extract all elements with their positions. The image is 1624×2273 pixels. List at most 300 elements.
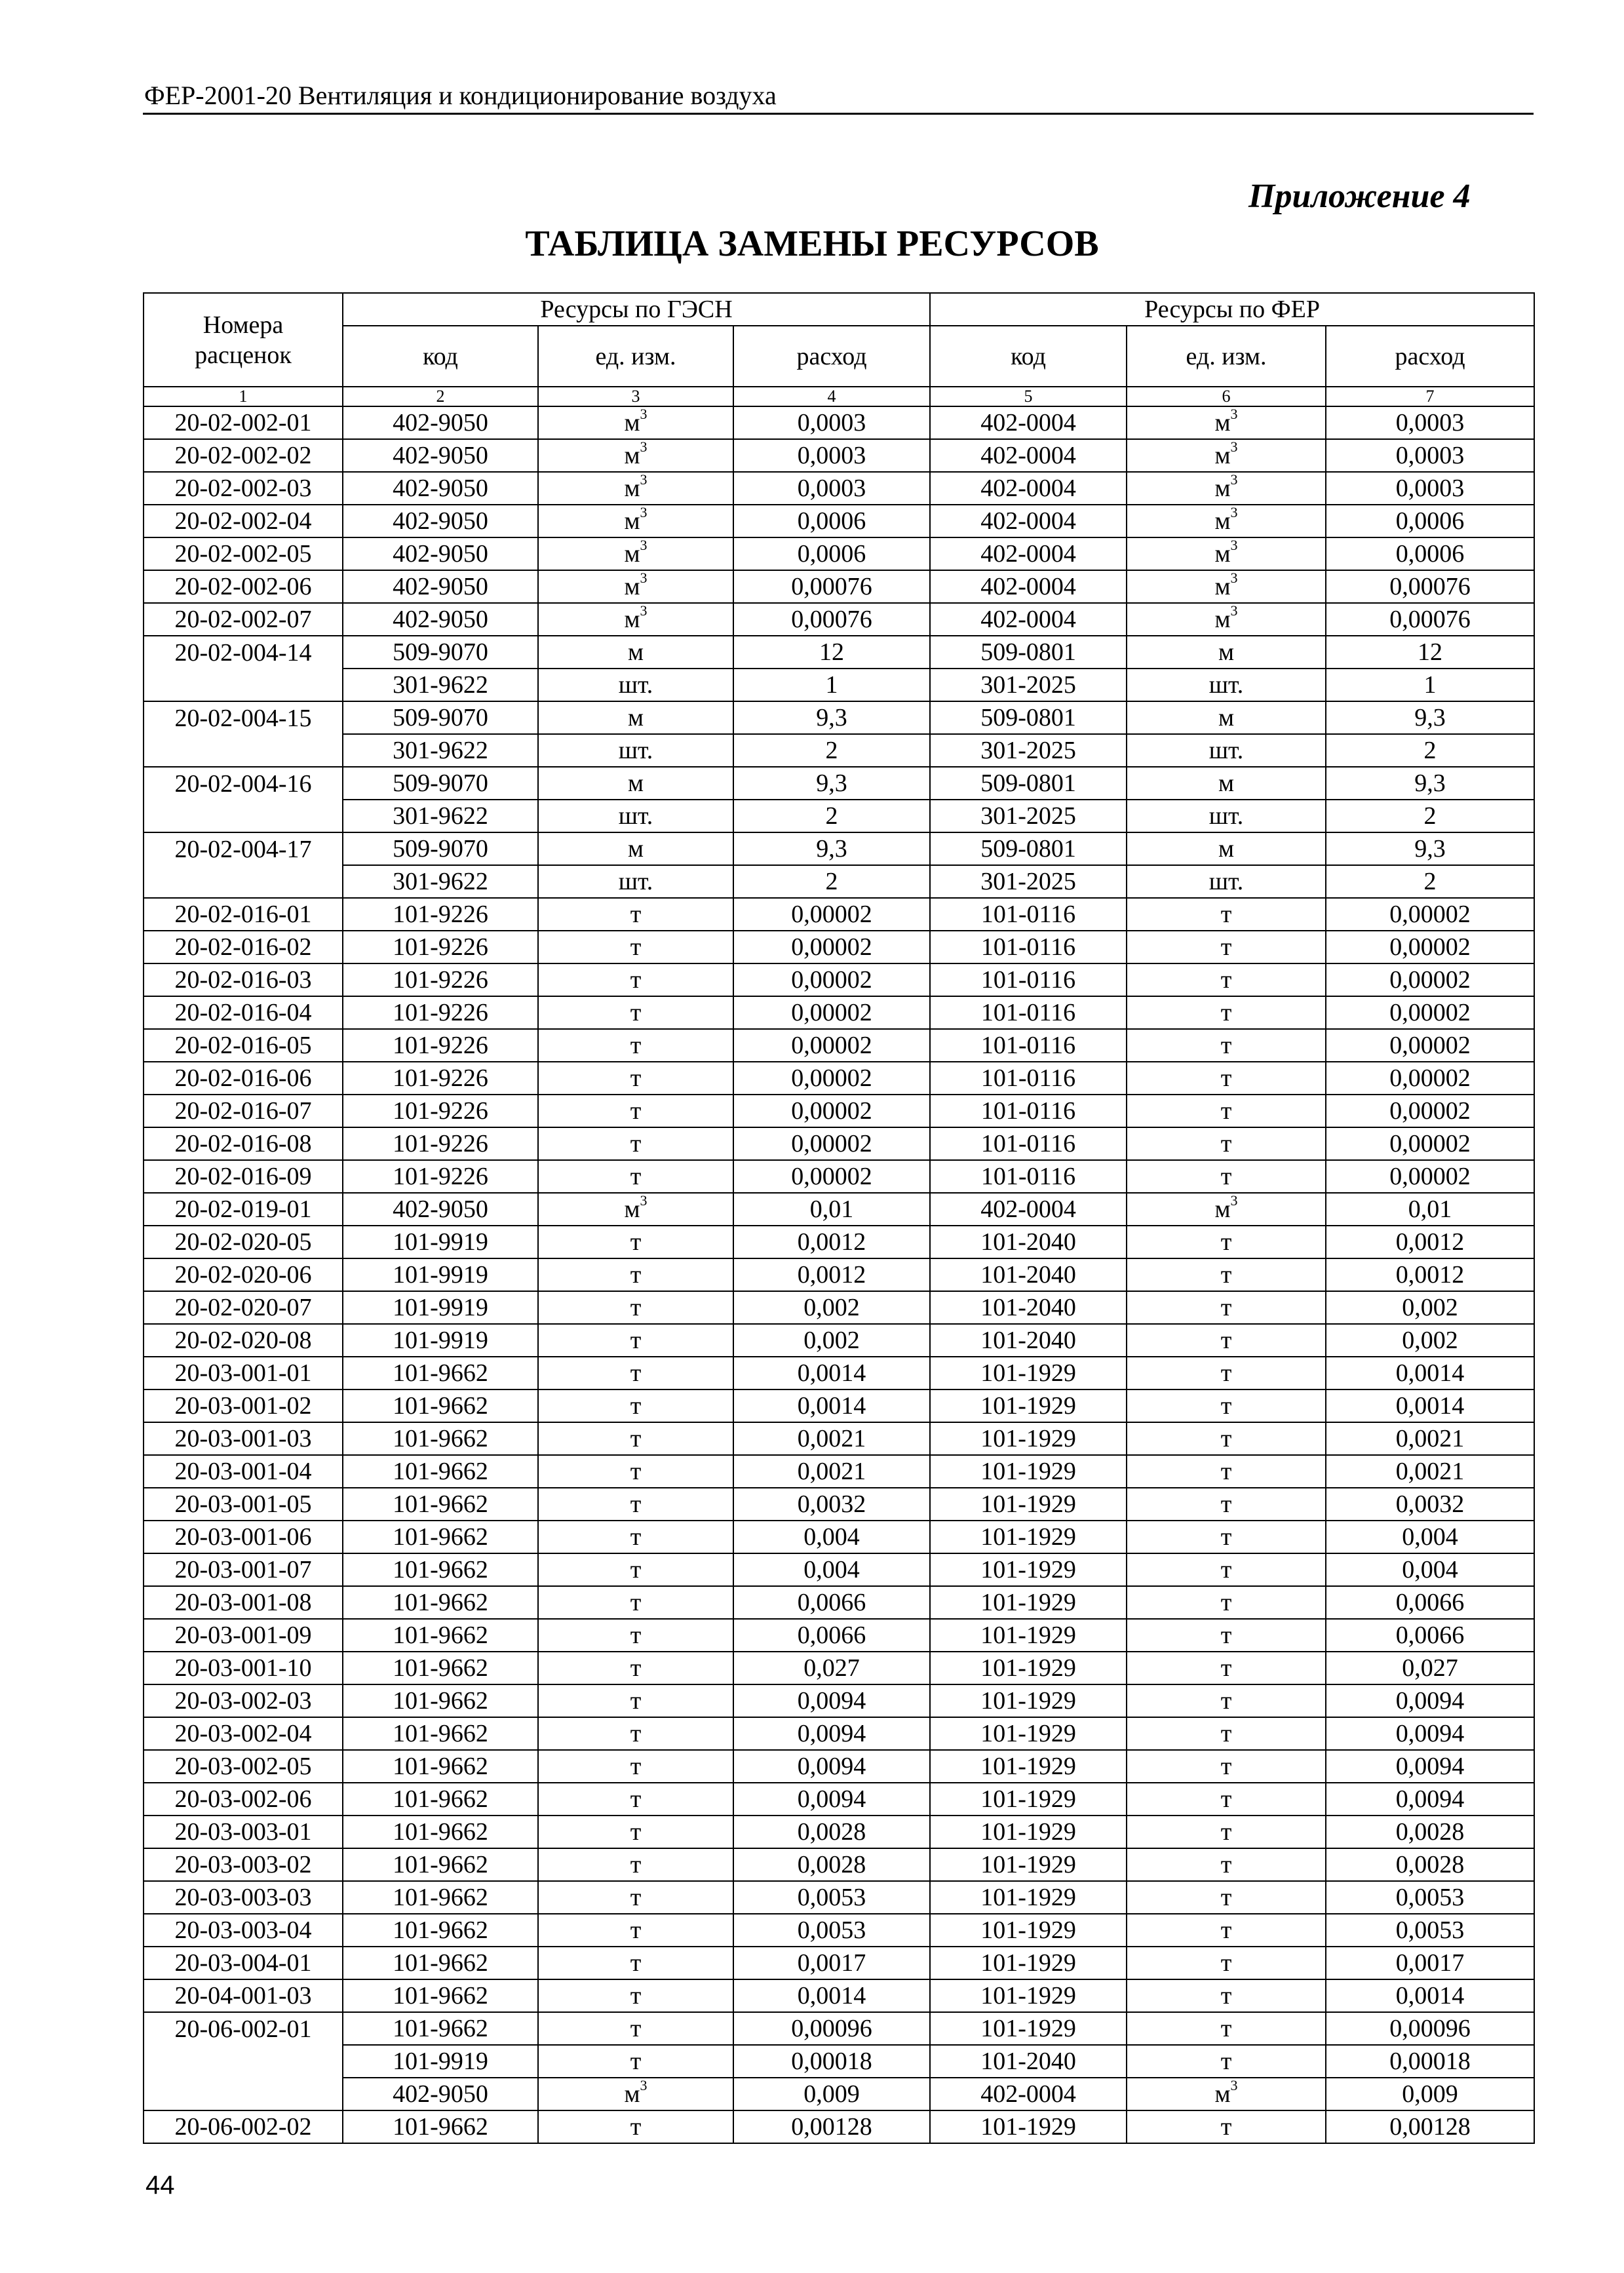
rate-number-cell: 20-02-004-14	[144, 636, 343, 669]
fer-unit-cell: $м^3$	[1127, 537, 1326, 570]
rate-number-cell	[144, 2078, 343, 2110]
gesn-unit-cell: т	[538, 2110, 733, 2143]
table-row	[144, 1324, 1534, 1357]
gesn-unit-cell: $м^3$	[538, 1193, 733, 1226]
fer-consumption-cell: 9,3	[1326, 701, 1534, 734]
gesn-consumption-cell: 2	[733, 800, 930, 832]
gesn-consumption-cell: 0,00002	[733, 931, 930, 963]
fer-code-cell: 101-0116	[930, 898, 1127, 931]
gesn-code-cell: 101-9662	[343, 1389, 538, 1422]
gesn-code-cell: 101-9662	[343, 2110, 538, 2143]
gesn-code-cell: 402-9050	[343, 472, 538, 505]
column-number: 7	[1326, 387, 1534, 406]
fer-code-cell: 101-1929	[930, 1684, 1127, 1717]
fer-consumption-cell: 0,00002	[1326, 931, 1534, 963]
fer-consumption-cell: 0,0053	[1326, 1914, 1534, 1947]
rate-number-cell: 20-03-001-10	[144, 1652, 343, 1684]
header-fer: Ресурсы по ФЕР	[930, 293, 1534, 326]
gesn-unit-cell: $м^3$	[538, 2078, 733, 2110]
table-row	[144, 1357, 1534, 1389]
fer-code-cell: 101-1929	[930, 1914, 1127, 1947]
table-row	[144, 996, 1534, 1029]
column-numbers-row	[144, 387, 1534, 406]
fer-unit-cell: т	[1127, 996, 1326, 1029]
gesn-unit-cell: т	[538, 963, 733, 996]
gesn-consumption-cell: 0,00002	[733, 898, 930, 931]
fer-consumption-cell: 9,3	[1326, 767, 1534, 800]
fer-code-cell: 101-1929	[930, 1816, 1127, 1848]
fer-consumption-cell: 0,004	[1326, 1553, 1534, 1586]
rate-number-cell: 20-06-002-01	[144, 2012, 343, 2045]
fer-code-cell: 101-1929	[930, 1357, 1127, 1389]
fer-code-cell: 301-2025	[930, 669, 1127, 701]
fer-code-cell: 101-0116	[930, 1095, 1127, 1127]
gesn-code-cell: 101-9662	[343, 1816, 538, 1848]
gesn-code-cell: 402-9050	[343, 505, 538, 537]
gesn-unit-cell: т	[538, 1357, 733, 1389]
page-header: ФЕР-2001-20 Вентиляция и кондиционирование воздуха	[144, 81, 777, 110]
gesn-consumption-cell: 0,004	[733, 1521, 930, 1553]
fer-unit-cell: т	[1127, 1521, 1326, 1553]
fer-unit-cell: т	[1127, 1291, 1326, 1324]
table-row	[144, 537, 1534, 570]
fer-code-cell: 101-1929	[930, 1652, 1127, 1684]
fer-consumption-cell: 0,0012	[1326, 1226, 1534, 1258]
table-row	[144, 1783, 1534, 1816]
table-row	[144, 2012, 1534, 2045]
rate-number-cell: 20-03-004-01	[144, 1947, 343, 1979]
gesn-consumption-cell: 0,0021	[733, 1455, 930, 1488]
table-row	[144, 2110, 1534, 2143]
fer-unit-cell: т	[1127, 2045, 1326, 2078]
fer-code-cell: 402-0004	[930, 570, 1127, 603]
table-row	[144, 1553, 1534, 1586]
gesn-consumption-cell: 0,00002	[733, 1127, 930, 1160]
rate-number-cell: 20-02-016-06	[144, 1062, 343, 1095]
fer-unit-cell: т	[1127, 1324, 1326, 1357]
rate-number-cell: 20-03-001-01	[144, 1357, 343, 1389]
fer-consumption-cell: 0,0021	[1326, 1455, 1534, 1488]
fer-unit-cell: т	[1127, 1127, 1326, 1160]
rate-number-cell: 20-02-016-02	[144, 931, 343, 963]
gesn-code-cell: 101-9662	[343, 1455, 538, 1488]
fer-consumption-cell: 0,00018	[1326, 2045, 1534, 2078]
cubic-superscript: 3	[1230, 2077, 1238, 2093]
fer-code-cell: 402-0004	[930, 537, 1127, 570]
rate-number-cell: 20-02-002-06	[144, 570, 343, 603]
fer-consumption-cell: 0,0006	[1326, 505, 1534, 537]
table-row	[144, 570, 1534, 603]
fer-unit-cell: т	[1127, 1750, 1326, 1783]
gesn-consumption-cell: 0,002	[733, 1324, 930, 1357]
fer-consumption-cell: 0,0003	[1326, 406, 1534, 439]
fer-consumption-cell: 0,0014	[1326, 1389, 1534, 1422]
gesn-consumption-cell: 0,0094	[733, 1717, 930, 1750]
fer-unit-cell: шт.	[1127, 734, 1326, 767]
fer-code-cell: 101-0116	[930, 1160, 1127, 1193]
fer-code-cell: 101-1929	[930, 1619, 1127, 1652]
fer-consumption-cell: 0,00002	[1326, 898, 1534, 931]
gesn-consumption-cell: 0,0066	[733, 1586, 930, 1619]
table-row	[144, 832, 1534, 865]
table-row	[144, 406, 1534, 439]
fer-consumption-cell: 0,00002	[1326, 963, 1534, 996]
cubic-superscript: 3	[1230, 1192, 1238, 1209]
fer-code-cell: 101-0116	[930, 963, 1127, 996]
fer-consumption-cell: 0,00096	[1326, 2012, 1534, 2045]
gesn-consumption-cell: 0,00002	[733, 963, 930, 996]
gesn-code-cell: 101-9226	[343, 1062, 538, 1095]
table-row	[144, 1848, 1534, 1881]
fer-consumption-cell: 0,0028	[1326, 1848, 1534, 1881]
gesn-consumption-cell: 0,0053	[733, 1914, 930, 1947]
page-number: 44	[145, 2171, 175, 2200]
fer-unit-cell: т	[1127, 1160, 1326, 1193]
fer-unit-cell: т	[1127, 1816, 1326, 1848]
fer-code-cell: 101-1929	[930, 2012, 1127, 2045]
gesn-consumption-cell: 0,0094	[733, 1783, 930, 1816]
header-fer-code: код	[930, 326, 1127, 387]
table-row	[144, 1127, 1534, 1160]
rate-number-cell: 20-02-002-01	[144, 406, 343, 439]
gesn-unit-cell: т	[538, 1521, 733, 1553]
fer-consumption-cell: 12	[1326, 636, 1534, 669]
rate-number-cell: 20-03-001-08	[144, 1586, 343, 1619]
gesn-unit-cell: т	[538, 1553, 733, 1586]
rate-number-cell: 20-02-004-15	[144, 701, 343, 734]
fer-consumption-cell: 1	[1326, 669, 1534, 701]
gesn-unit-cell: т	[538, 1455, 733, 1488]
cubic-superscript: 3	[1230, 438, 1238, 455]
rate-number-cell: 20-03-001-04	[144, 1455, 343, 1488]
fer-unit-cell: м	[1127, 636, 1326, 669]
header-gesn-code: код	[343, 326, 538, 387]
table-row	[144, 669, 1534, 701]
fer-unit-cell: т	[1127, 1226, 1326, 1258]
fer-consumption-cell: 2	[1326, 865, 1534, 898]
table-row	[144, 931, 1534, 963]
gesn-unit-cell: т	[538, 1947, 733, 1979]
table-row	[144, 2045, 1534, 2078]
fer-unit-cell: т	[1127, 1881, 1326, 1914]
fer-code-cell: 101-1929	[930, 1717, 1127, 1750]
fer-unit-cell: т	[1127, 1783, 1326, 1816]
fer-unit-cell: т	[1127, 1586, 1326, 1619]
gesn-code-cell: 101-9919	[343, 1291, 538, 1324]
fer-code-cell: 101-0116	[930, 1127, 1127, 1160]
table-row	[144, 1193, 1534, 1226]
gesn-consumption-cell: 0,027	[733, 1652, 930, 1684]
cubic-superscript: 3	[1230, 570, 1238, 586]
gesn-unit-cell: м	[538, 701, 733, 734]
cubic-superscript: 3	[1230, 504, 1238, 520]
gesn-unit-cell: т	[538, 1127, 733, 1160]
gesn-code-cell: 101-9662	[343, 1947, 538, 1979]
rate-number-cell: 20-02-016-08	[144, 1127, 343, 1160]
fer-consumption-cell: 0,0014	[1326, 1979, 1534, 2012]
gesn-consumption-cell: 1	[733, 669, 930, 701]
rate-number-cell: 20-02-020-07	[144, 1291, 343, 1324]
table-row	[144, 1816, 1534, 1848]
gesn-consumption-cell: 2	[733, 734, 930, 767]
cubic-superscript: 3	[640, 504, 648, 520]
gesn-consumption-cell: 9,3	[733, 767, 930, 800]
gesn-code-cell: 101-9662	[343, 1553, 538, 1586]
gesn-unit-cell: м	[538, 636, 733, 669]
fer-code-cell: 101-1929	[930, 1521, 1127, 1553]
header-rates	[144, 311, 343, 387]
gesn-unit-cell: м	[538, 832, 733, 865]
fer-code-cell: 101-2040	[930, 1258, 1127, 1291]
fer-unit-cell: т	[1127, 1455, 1326, 1488]
rate-number-cell: 20-02-019-01	[144, 1193, 343, 1226]
gesn-code-cell: 101-9662	[343, 1684, 538, 1717]
table-row	[144, 603, 1534, 636]
column-number: 6	[1127, 387, 1326, 406]
appendix-label: Приложение 4	[1248, 178, 1471, 215]
gesn-unit-cell: т	[538, 898, 733, 931]
gesn-unit-cell: $м^3$	[538, 439, 733, 472]
fer-consumption-cell: 0,00076	[1326, 603, 1534, 636]
fer-consumption-cell: 0,0094	[1326, 1750, 1534, 1783]
gesn-consumption-cell: 12	[733, 636, 930, 669]
cubic-superscript: 3	[1230, 406, 1238, 422]
fer-code-cell: 101-1929	[930, 1586, 1127, 1619]
rate-number-cell: 20-03-003-02	[144, 1848, 343, 1881]
rate-number-cell: 20-02-016-05	[144, 1029, 343, 1062]
gesn-consumption-cell: 0,0028	[733, 1816, 930, 1848]
rate-number-cell: 20-02-002-07	[144, 603, 343, 636]
gesn-code-cell: 301-9622	[343, 800, 538, 832]
gesn-unit-cell: т	[538, 996, 733, 1029]
fer-code-cell: 101-1929	[930, 1783, 1127, 1816]
cubic-superscript: 3	[1230, 471, 1238, 488]
gesn-unit-cell: т	[538, 1619, 733, 1652]
rate-number-cell	[144, 2045, 343, 2078]
rate-number-cell: 20-06-002-02	[144, 2110, 343, 2143]
table-body	[144, 406, 1534, 2143]
table-row	[144, 1160, 1534, 1193]
fer-unit-cell: т	[1127, 1389, 1326, 1422]
gesn-unit-cell: т	[538, 931, 733, 963]
gesn-consumption-cell: 0,00076	[733, 570, 930, 603]
rate-number-cell: 20-02-016-03	[144, 963, 343, 996]
gesn-consumption-cell: 0,0003	[733, 406, 930, 439]
gesn-consumption-cell: 0,0032	[733, 1488, 930, 1521]
rate-number-cell: 20-03-001-06	[144, 1521, 343, 1553]
fer-code-cell: 101-2040	[930, 1291, 1127, 1324]
fer-unit-cell: т	[1127, 898, 1326, 931]
gesn-code-cell: 101-9662	[343, 1619, 538, 1652]
table-row	[144, 1750, 1534, 1783]
fer-unit-cell: $м^3$	[1127, 406, 1326, 439]
cubic-superscript: 3	[640, 438, 648, 455]
gesn-consumption-cell: 0,0053	[733, 1881, 930, 1914]
fer-code-cell: 101-2040	[930, 1226, 1127, 1258]
fer-unit-cell: $м^3$	[1127, 570, 1326, 603]
gesn-code-cell: 101-9226	[343, 931, 538, 963]
fer-unit-cell: т	[1127, 2012, 1326, 2045]
gesn-unit-cell: т	[538, 1684, 733, 1717]
gesn-consumption-cell: 0,0017	[733, 1947, 930, 1979]
fer-code-cell: 402-0004	[930, 603, 1127, 636]
fer-consumption-cell: 0,0028	[1326, 1816, 1534, 1848]
table-row	[144, 1062, 1534, 1095]
fer-code-cell: 101-1929	[930, 1750, 1127, 1783]
gesn-code-cell: 402-9050	[343, 570, 538, 603]
gesn-consumption-cell: 0,009	[733, 2078, 930, 2110]
gesn-unit-cell: т	[538, 1717, 733, 1750]
rate-number-cell: 20-03-003-04	[144, 1914, 343, 1947]
gesn-consumption-cell: 0,0066	[733, 1619, 930, 1652]
fer-consumption-cell: 0,00002	[1326, 1062, 1534, 1095]
fer-code-cell: 301-2025	[930, 800, 1127, 832]
fer-unit-cell: т	[1127, 1095, 1326, 1127]
gesn-code-cell: 101-9662	[343, 1357, 538, 1389]
cubic-superscript: 3	[640, 1192, 648, 1209]
gesn-consumption-cell: 0,0094	[733, 1750, 930, 1783]
gesn-code-cell: 301-9622	[343, 865, 538, 898]
fer-code-cell: 101-1929	[930, 1422, 1127, 1455]
gesn-unit-cell: т	[538, 1750, 733, 1783]
table-row	[144, 1488, 1534, 1521]
fer-unit-cell: т	[1127, 1422, 1326, 1455]
gesn-code-cell: 301-9622	[343, 734, 538, 767]
fer-code-cell: 101-1929	[930, 1389, 1127, 1422]
fer-code-cell: 101-0116	[930, 1062, 1127, 1095]
gesn-code-cell: 101-9919	[343, 2045, 538, 2078]
fer-unit-cell: т	[1127, 1947, 1326, 1979]
fer-consumption-cell: 0,0003	[1326, 472, 1534, 505]
fer-code-cell: 402-0004	[930, 406, 1127, 439]
gesn-code-cell: 101-9662	[343, 1848, 538, 1881]
rate-number-cell	[144, 734, 343, 767]
gesn-consumption-cell: 0,00128	[733, 2110, 930, 2143]
fer-unit-cell: т	[1127, 1029, 1326, 1062]
fer-consumption-cell: 0,002	[1326, 1291, 1534, 1324]
fer-consumption-cell: 0,0014	[1326, 1357, 1534, 1389]
gesn-consumption-cell: 0,00002	[733, 1029, 930, 1062]
gesn-unit-cell: т	[538, 1226, 733, 1258]
cubic-superscript: 3	[640, 406, 648, 422]
gesn-unit-cell: т	[538, 1816, 733, 1848]
gesn-unit-cell: т	[538, 1848, 733, 1881]
fer-unit-cell: шт.	[1127, 800, 1326, 832]
gesn-unit-cell: т	[538, 1652, 733, 1684]
fer-unit-cell: т	[1127, 1258, 1326, 1291]
fer-unit-cell: т	[1127, 931, 1326, 963]
fer-unit-cell: м	[1127, 701, 1326, 734]
gesn-consumption-cell: 0,01	[733, 1193, 930, 1226]
fer-consumption-cell: 0,0094	[1326, 1684, 1534, 1717]
rate-number-cell: 20-03-001-03	[144, 1422, 343, 1455]
column-number: 5	[930, 387, 1127, 406]
fer-unit-cell: т	[1127, 1914, 1326, 1947]
rate-number-cell	[144, 865, 343, 898]
table-row	[144, 636, 1534, 669]
rate-number-cell: 20-02-002-03	[144, 472, 343, 505]
column-number: 1	[144, 387, 343, 406]
fer-consumption-cell: 0,00002	[1326, 1095, 1534, 1127]
gesn-consumption-cell: 0,00096	[733, 2012, 930, 2045]
rate-number-cell: 20-02-004-16	[144, 767, 343, 800]
gesn-unit-cell: $м^3$	[538, 570, 733, 603]
gesn-consumption-cell: 0,002	[733, 1291, 930, 1324]
fer-unit-cell: $м^3$	[1127, 2078, 1326, 2110]
fer-consumption-cell: 0,0032	[1326, 1488, 1534, 1521]
gesn-consumption-cell: 2	[733, 865, 930, 898]
table-row	[144, 1455, 1534, 1488]
gesn-consumption-cell: 0,0094	[733, 1684, 930, 1717]
fer-consumption-cell: 0,00002	[1326, 1127, 1534, 1160]
gesn-code-cell: 101-9226	[343, 1160, 538, 1193]
gesn-unit-cell: т	[538, 1160, 733, 1193]
table-row	[144, 505, 1534, 537]
rate-number-cell: 20-02-004-17	[144, 832, 343, 865]
cubic-superscript: 3	[640, 537, 648, 553]
fer-consumption-cell: 0,0003	[1326, 439, 1534, 472]
table-row	[144, 800, 1534, 832]
fer-consumption-cell: 9,3	[1326, 832, 1534, 865]
fer-unit-cell: $м^3$	[1127, 1193, 1326, 1226]
fer-consumption-cell: 0,0094	[1326, 1717, 1534, 1750]
fer-consumption-cell: 0,0053	[1326, 1881, 1534, 1914]
table-row	[144, 439, 1534, 472]
fer-code-cell: 101-2040	[930, 1324, 1127, 1357]
fer-code-cell: 509-0801	[930, 636, 1127, 669]
column-number: 2	[343, 387, 538, 406]
gesn-unit-cell: т	[538, 1979, 733, 2012]
gesn-code-cell: 402-9050	[343, 603, 538, 636]
gesn-unit-cell: шт.	[538, 669, 733, 701]
gesn-code-cell: 101-9662	[343, 2012, 538, 2045]
gesn-consumption-cell: 0,00018	[733, 2045, 930, 2078]
table-row	[144, 1619, 1534, 1652]
gesn-consumption-cell: 0,0012	[733, 1226, 930, 1258]
fer-code-cell: 402-0004	[930, 1193, 1127, 1226]
table-row	[144, 1684, 1534, 1717]
gesn-code-cell: 101-9662	[343, 1979, 538, 2012]
gesn-code-cell: 101-9919	[343, 1324, 538, 1357]
gesn-code-cell: 101-9662	[343, 1914, 538, 1947]
gesn-code-cell: 101-9226	[343, 996, 538, 1029]
gesn-code-cell: 101-9226	[343, 1029, 538, 1062]
fer-unit-cell: $м^3$	[1127, 505, 1326, 537]
gesn-code-cell: 101-9919	[343, 1226, 538, 1258]
gesn-unit-cell: т	[538, 1029, 733, 1062]
gesn-consumption-cell: 0,00002	[733, 1062, 930, 1095]
rate-number-cell: 20-02-016-09	[144, 1160, 343, 1193]
gesn-consumption-cell: 0,0012	[733, 1258, 930, 1291]
header-fer-unit: ед. изм.	[1127, 326, 1326, 387]
fer-consumption-cell: 0,00002	[1326, 996, 1534, 1029]
table-row	[144, 701, 1534, 734]
fer-unit-cell: т	[1127, 2110, 1326, 2143]
fer-unit-cell: т	[1127, 1979, 1326, 2012]
gesn-consumption-cell: 9,3	[733, 701, 930, 734]
rate-number-cell: 20-03-003-03	[144, 1881, 343, 1914]
header-rates-label: Номера расценок	[195, 311, 292, 369]
gesn-unit-cell: т	[538, 2045, 733, 2078]
rate-number-cell	[144, 669, 343, 701]
fer-consumption-cell: 0,00076	[1326, 570, 1534, 603]
table-row	[144, 2078, 1534, 2110]
fer-code-cell: 101-0116	[930, 931, 1127, 963]
gesn-code-cell: 402-9050	[343, 439, 538, 472]
fer-unit-cell: $м^3$	[1127, 439, 1326, 472]
fer-code-cell: 101-1929	[930, 1947, 1127, 1979]
gesn-consumption-cell: 0,0014	[733, 1389, 930, 1422]
